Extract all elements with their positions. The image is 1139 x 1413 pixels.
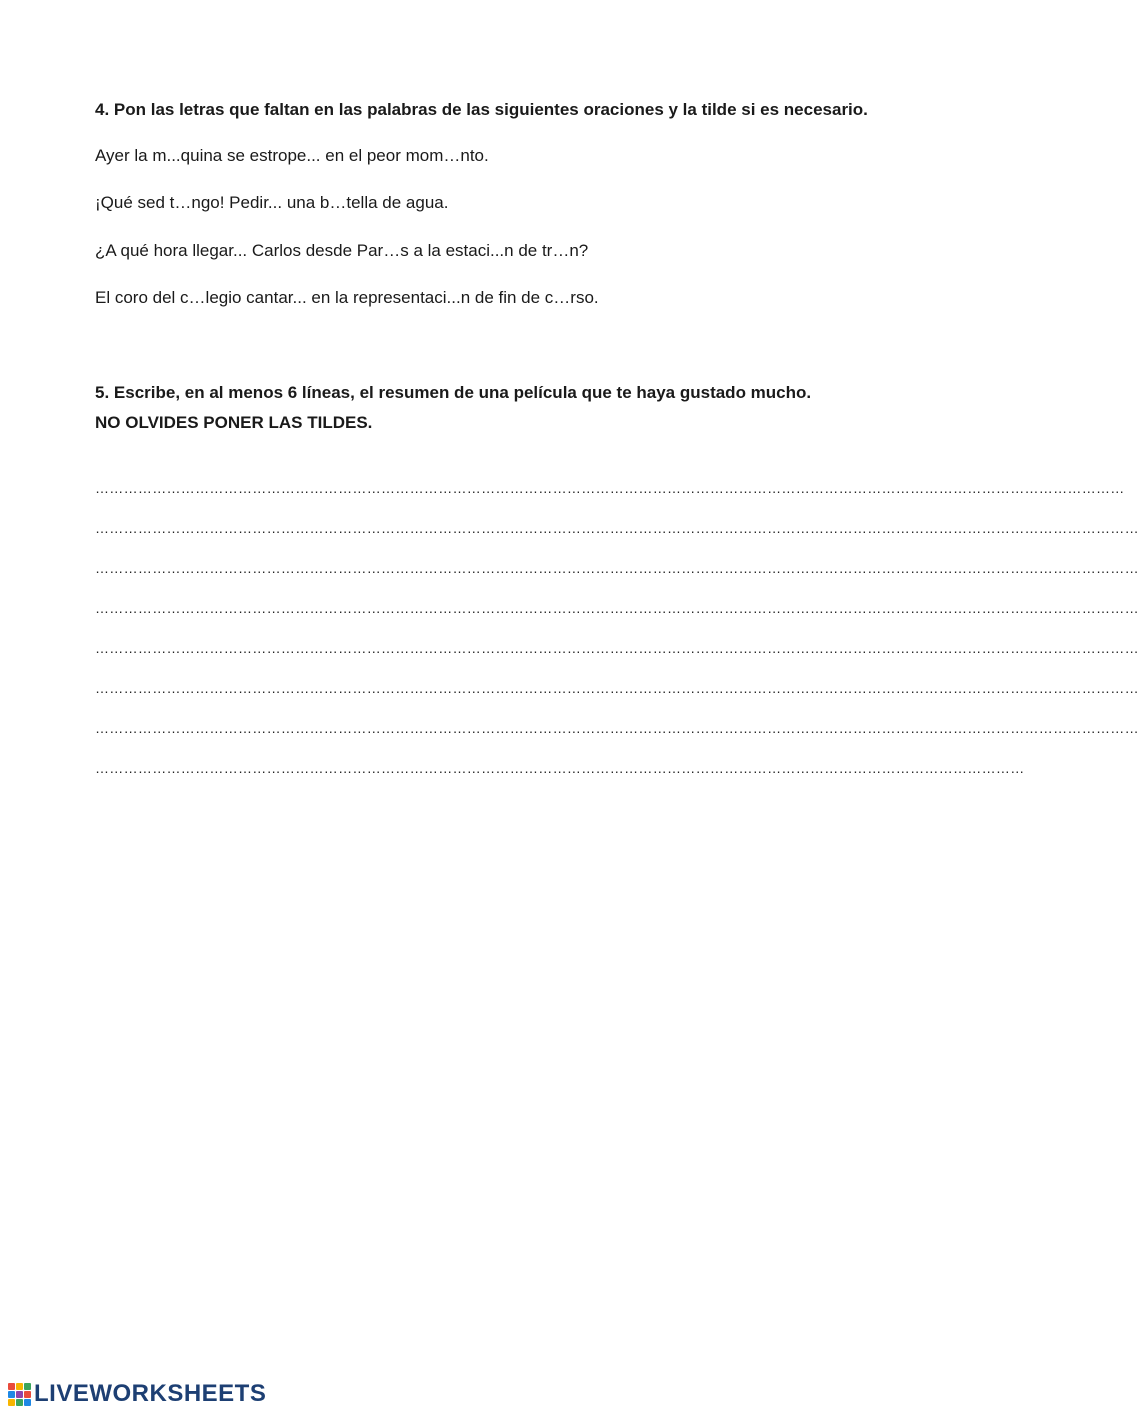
logo-text: LIVEWORKSHEETS (34, 1380, 267, 1407)
answer-line[interactable]: ………………………………………………………………………………………………………………………………………………………………………………………………… (95, 680, 1139, 696)
answer-line[interactable]: ………………………………………………………………………………………………………………………………………………………………………………………………… (95, 600, 1139, 616)
logo-grid-icon (8, 1383, 31, 1406)
exercise4-sentence: El coro del c…legio cantar... en la representaci...n de fin de c…rso. (95, 288, 599, 307)
exercise5-heading: 5. Escribe, en al menos 6 líneas, el resumen de una película que te haya gustado mucho. (95, 383, 812, 402)
exercise4-sentence: Ayer la m...quina se estrope... en el peor mom…nto. (95, 146, 489, 165)
answer-line[interactable]: ………………………………………………………………………………………………………………………………………………………………………………………………… (95, 560, 1139, 576)
answer-line[interactable]: ………………………………………………………………………………………………………………………………………………………………………………………………… (95, 520, 1139, 536)
answer-line[interactable]: …………………………………………………………………………………………………………………………………………………………………………… (95, 760, 1025, 776)
exercise4-sentence: ¡Qué sed t…ngo! Pedir... una b…tella de agua. (95, 193, 449, 212)
answer-line[interactable]: ………………………………………………………………………………………………………………………………………………………………………………………………… (95, 720, 1139, 736)
answer-line[interactable]: ……………………………………………………………………………………………………………………………………………………………………………………………… (95, 480, 1125, 496)
liveworksheets-logo (8, 1380, 266, 1408)
answer-line[interactable]: ………………………………………………………………………………………………………………………………………………………………………………………………… (95, 640, 1139, 656)
exercise5-subheading: NO OLVIDES PONER LAS TILDES. (95, 413, 373, 432)
exercise4-sentence: ¿A qué hora llegar... Carlos desde Par…s a la estaci...n de tr…n? (95, 241, 589, 260)
exercise4-heading: 4. Pon las letras que faltan en las palabras de las siguientes oraciones y la tilde si es necesario. (95, 100, 868, 119)
